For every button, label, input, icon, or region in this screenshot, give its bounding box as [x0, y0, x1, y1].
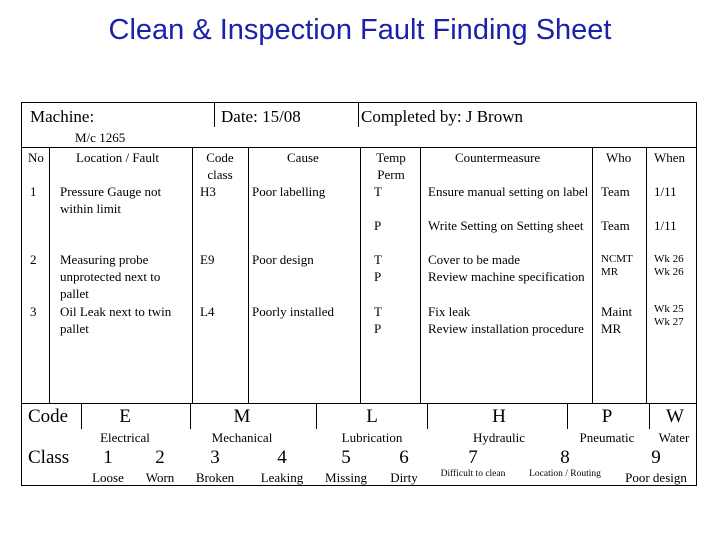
row-countermeasure: Fix leak [428, 304, 471, 319]
row-who: Team [601, 218, 630, 233]
row-when: Wk 26 [654, 253, 684, 265]
row-when: Wk 25 [654, 303, 684, 315]
class-number: 7 [468, 447, 478, 468]
row-no: 1 [30, 184, 37, 199]
row-no: 3 [30, 304, 37, 319]
row-location: Pressure Gauge not within limit [60, 184, 162, 216]
class-name: Difficult to clean [440, 469, 506, 479]
row-code: L4 [200, 304, 215, 319]
row-when: 1/11 [654, 218, 677, 233]
row-when: Wk 27 [654, 316, 684, 328]
row-temp: T [374, 252, 382, 267]
col-header-temp-perm: Temp Perm [376, 150, 406, 182]
divider [81, 403, 82, 429]
col-header-countermeasure: Countermeasure [455, 150, 541, 165]
row-perm: P [374, 321, 382, 336]
class-number: 9 [651, 447, 661, 468]
row-code: H3 [200, 184, 216, 199]
divider [214, 103, 215, 127]
machine-label: Machine: [30, 107, 95, 126]
code-letter: E [119, 406, 131, 427]
class-name: Location / Routing [529, 469, 601, 479]
class-number: 4 [277, 447, 287, 468]
machine-value: M/c 1265 [75, 130, 126, 145]
class-number: 6 [399, 447, 409, 468]
class-name: Missing [325, 470, 367, 485]
divider [427, 403, 428, 429]
col-header-when: When [654, 150, 686, 165]
class-number: 3 [210, 447, 220, 468]
col-header-who: Who [606, 150, 632, 165]
class-name: Dirty [390, 470, 418, 485]
divider [420, 147, 421, 403]
divider [360, 147, 361, 403]
row-countermeasure: Review installation procedure [428, 321, 584, 336]
divider [248, 147, 249, 403]
divider [192, 147, 193, 403]
row-temp: T [374, 184, 382, 199]
row-no: 2 [30, 252, 37, 267]
row-perm: P [374, 269, 382, 284]
row-when: Wk 26 [654, 266, 684, 278]
fault-finding-sheet [21, 102, 697, 486]
divider [190, 403, 191, 429]
class-name: Broken [195, 470, 235, 485]
col-header-cause: Cause [287, 150, 319, 165]
code-letter: H [492, 406, 506, 427]
class-number: 1 [103, 447, 113, 468]
class-name: Worn [145, 470, 175, 485]
row-countermeasure: Review machine specification [428, 269, 585, 284]
class-number: 2 [155, 447, 165, 468]
page-title: Clean & Inspection Fault Finding Sheet [108, 14, 612, 46]
row-cause: Poorly installed [252, 304, 334, 319]
completed-by-field: Completed by: J Brown [361, 107, 523, 126]
row-who: MR [601, 266, 619, 278]
code-letter: L [366, 406, 378, 427]
row-code: E9 [200, 252, 215, 267]
row-location: Oil Leak next to twin pallet [60, 304, 172, 336]
divider [592, 147, 593, 403]
row-who: NCMT [601, 253, 633, 265]
row-who: MR [601, 321, 622, 336]
date-field: Date: 15/08 [221, 107, 301, 126]
code-name: Water [658, 430, 690, 445]
class-name: Leaking [260, 470, 304, 485]
row-when: 1/11 [654, 184, 677, 199]
row-countermeasure: Ensure manual setting on label [428, 184, 589, 199]
row-temp: T [374, 304, 382, 319]
row-perm: P [374, 218, 382, 233]
code-name: Lubrication [341, 430, 403, 445]
class-name: Loose [92, 470, 124, 485]
class-number: 5 [341, 447, 351, 468]
divider [49, 147, 50, 403]
code-letter: W [666, 406, 684, 427]
row-location: Measuring probe unprotected next to pallet [60, 252, 161, 301]
row-countermeasure: Write Setting on Setting sheet [428, 218, 584, 233]
col-header-no: No [28, 150, 44, 165]
code-letter: P [601, 406, 613, 427]
divider [316, 403, 317, 429]
code-name: Electrical [100, 430, 150, 445]
divider [22, 147, 696, 148]
class-number: 8 [560, 447, 570, 468]
divider [649, 403, 650, 429]
divider [567, 403, 568, 429]
row-cause: Poor design [252, 252, 314, 267]
divider [358, 103, 359, 127]
divider [646, 147, 647, 403]
code-name: Pneumatic [579, 430, 635, 445]
code-name: Hydraulic [473, 430, 525, 445]
row-cause: Poor labelling [252, 184, 326, 199]
divider [22, 403, 696, 404]
col-header-code-class: Code class [206, 150, 234, 182]
row-who: Maint [601, 304, 633, 319]
code-legend-label: Code [28, 406, 69, 427]
class-legend-label: Class [28, 447, 70, 468]
row-countermeasure: Cover to be made [428, 252, 521, 267]
col-header-location: Location / Fault [76, 150, 160, 165]
row-who: Team [601, 184, 630, 199]
class-name: Poor design [625, 470, 687, 485]
code-letter: M [233, 406, 251, 427]
code-name: Mechanical [211, 430, 273, 445]
